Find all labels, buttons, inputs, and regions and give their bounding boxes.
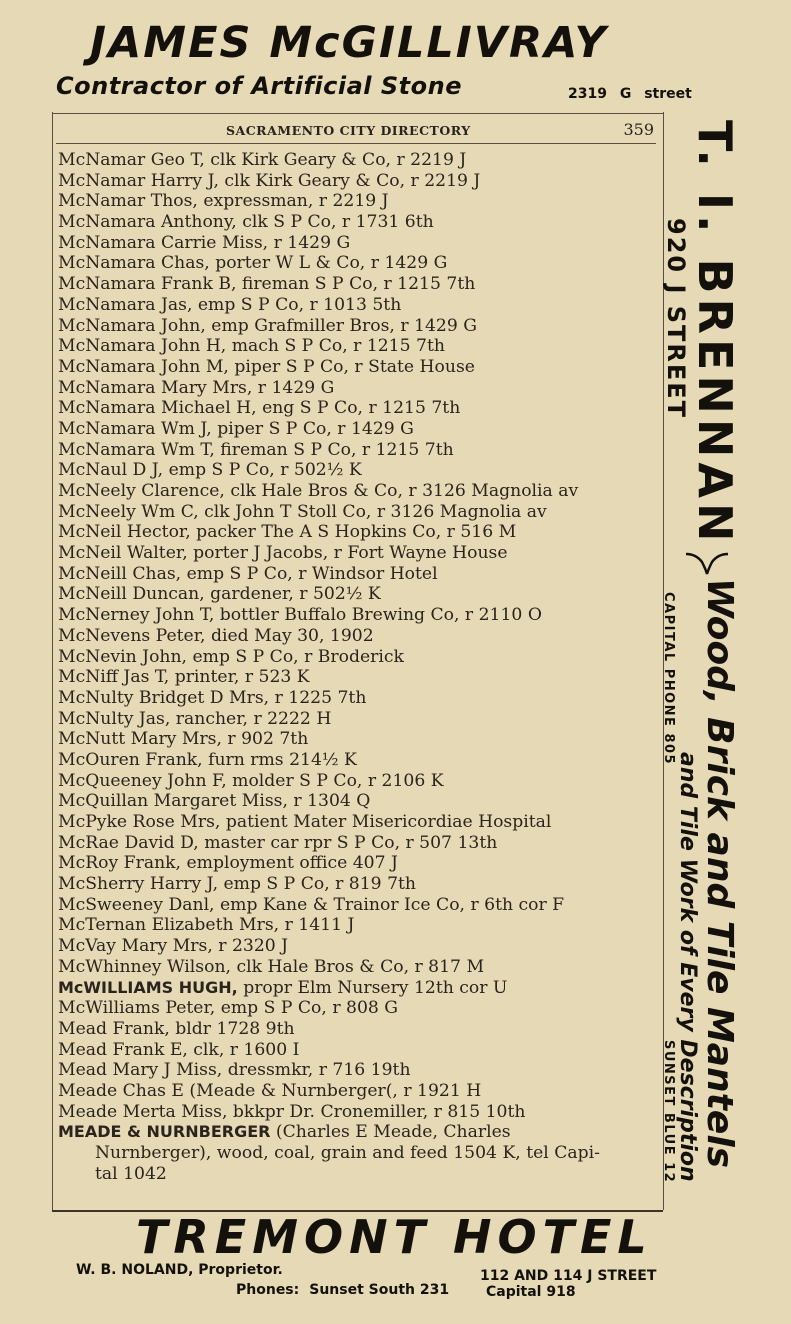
list-item: McNiff Jas T, printer, r 523 K (58, 667, 310, 688)
list-item: McNamara Frank B, fireman S P Co, r 1215 7th (58, 274, 476, 295)
hotel-address: 112 AND 114 J STREET (480, 1268, 657, 1284)
top-ad-subtitle: Contractor of Artificial Stone (56, 72, 462, 100)
side-ad-name: T. I. BRENNAN (688, 120, 742, 547)
list-item: McNeely Wm C, clk John T Stoll Co, r 3126 Magnolia av (58, 501, 547, 522)
bold-entry-name: MEADE & NURNBERGER (58, 1122, 271, 1142)
phone-capital: Capital 918 (486, 1284, 576, 1300)
side-ad-line1: Wood, Brick and Tile Mantels (699, 578, 740, 1169)
list-item: Meade Merta Miss, bkkpr Dr. Cronemiller, r 815 10th (58, 1101, 526, 1122)
frame-top-rule (52, 113, 663, 114)
list-item: McNamara Anthony, clk S P Co, r 1731 6th (58, 212, 434, 233)
bold-entry-rest: (Charles E Meade, Charles (270, 1122, 511, 1143)
list-item: McOuren Frank, furn rms 214½ K (58, 749, 357, 770)
list-item: McNamara Chas, porter W L & Co, r 1429 G (58, 253, 448, 274)
list-item: McNeill Duncan, gardener, r 502½ K (58, 584, 381, 605)
list-item: Mead Mary J Miss, dressmkr, r 716 19th (58, 1060, 411, 1081)
list-item: McNamara John M, piper S P Co, r State House (58, 356, 475, 377)
list-item: McNamara John H, mach S P Co, r 1215 7th (58, 336, 445, 357)
list-item: McNevens Peter, died May 30, 1902 (58, 625, 374, 646)
bold-entry-rest: propr Elm Nursery 12th cor U (237, 977, 508, 998)
phones-label: Phones: (236, 1282, 300, 1298)
list-item: McNamara Wm T, fireman S P Co, r 1215 7th (58, 439, 454, 460)
top-ad-address: 2319 G street (568, 86, 692, 102)
list-item: McNamar Thos, expressman, r 2219 J (58, 191, 389, 212)
list-item: McNerney John T, bottler Buffalo Brewing Co, r 2110 O (58, 605, 542, 626)
list-item: McNamara Mary Mrs, r 1429 G (58, 377, 335, 398)
directory-title: SACRAMENTO CITY DIRECTORY (226, 123, 471, 138)
list-item: McRae David D, master car rpr S P Co, r 507 13th (58, 832, 498, 853)
side-ad-phone-capital: CAPITAL PHONE 805 (661, 592, 676, 766)
list-item: McNamara Carrie Miss, r 1429 G (58, 232, 351, 253)
top-ad-name: JAMES McGILLIVRAY (90, 18, 608, 68)
list-item: McNamara Jas, emp S P Co, r 1013 5th (58, 294, 402, 315)
entry-continuation: tal 1042 (95, 1163, 167, 1184)
hotel-name: TREMONT HOTEL (136, 1210, 653, 1264)
list-item: McQuillan Margaret Miss, r 1304 Q (58, 791, 371, 812)
list-item: Meade Chas E (Meade & Nurnberger(, r 1921 H (58, 1080, 482, 1101)
running-head (56, 121, 656, 144)
list-item: McNeill Chas, emp S P Co, r Windsor Hotel (58, 563, 438, 584)
list-item: McVay Mary Mrs, r 2320 J (58, 936, 289, 957)
side-ad-line2: and Tile Work of Every Description (675, 752, 700, 1182)
list-item: McNamar Geo T, clk Kirk Geary & Co, r 2219 J (58, 150, 467, 170)
list-item: McNamara Wm J, piper S P Co, r 1429 G (58, 418, 414, 439)
list-item: McNeil Hector, packer The A S Hopkins Co, r 516 M (58, 522, 517, 543)
list-item: Mead Frank, bldr 1728 9th (58, 1018, 295, 1039)
top-advertisement (0, 0, 791, 112)
list-item: McWhinney Wilson, clk Hale Bros & Co, r 817 M (58, 956, 485, 977)
list-item: McNeil Walter, porter J Jacobs, r Fort Wayne House (58, 543, 508, 564)
list-item: McQueeney John F, molder S P Co, r 2106 K (58, 770, 444, 791)
entry-continuation: Nurnberger), wood, coal, grain and feed 1504 K, tel Capi- (95, 1143, 600, 1163)
list-item: McNamar Harry J, clk Kirk Geary & Co, r 2219 J (58, 170, 481, 191)
list-item: McNamara Michael H, eng S P Co, r 1215 7th (58, 398, 461, 419)
list-item: McNevin John, emp S P Co, r Broderick (58, 646, 404, 667)
side-ad-phone-sunset: SUNSET BLUE 12 (661, 1040, 676, 1184)
page-number: 359 (623, 120, 654, 139)
list-item: McSherry Harry J, emp S P Co, r 819 7th (58, 874, 416, 895)
brace-icon (684, 548, 730, 576)
list-item: McPyke Rose Mrs, patient Mater Misericordiae Hospital (58, 812, 552, 832)
list-item: Mead Frank E, clk, r 1600 I (58, 1039, 300, 1060)
list-item: McSweeney Danl, emp Kane & Trainor Ice Co, r 6th cor F (58, 894, 565, 915)
list-item: McNamara John, emp Grafmiller Bros, r 1429 G (58, 315, 477, 336)
bold-entry-name: McWILLIAMS HUGH, (58, 977, 238, 997)
list-item: McNeely Clarence, clk Hale Bros & Co, r 3126 Magnolia av (58, 481, 579, 501)
list-item: McNulty Bridget D Mrs, r 1225 7th (58, 687, 367, 708)
list-item: McRoy Frank, employment office 407 J (58, 853, 398, 874)
list-item-bold (58, 1122, 658, 1143)
list-item: McTernan Elizabeth Mrs, r 1411 J (58, 915, 355, 936)
list-item: McWilliams Peter, emp S P Co, r 808 G (58, 998, 399, 1019)
phone-sunset: Sunset South 231 (309, 1282, 450, 1298)
list-item: McNaul D J, emp S P Co, r 502½ K (58, 460, 362, 481)
list-item: McNutt Mary Mrs, r 902 7th (58, 729, 309, 750)
hotel-phones (236, 1282, 459, 1298)
directory-entries (58, 150, 658, 1184)
list-item: McNulty Jas, rancher, r 2222 H (58, 708, 332, 729)
list-item-bold (58, 978, 658, 999)
hotel-proprietor: W. B. NOLAND, Proprietor. (76, 1262, 283, 1278)
side-ad-street: 920 J STREET (662, 218, 690, 420)
